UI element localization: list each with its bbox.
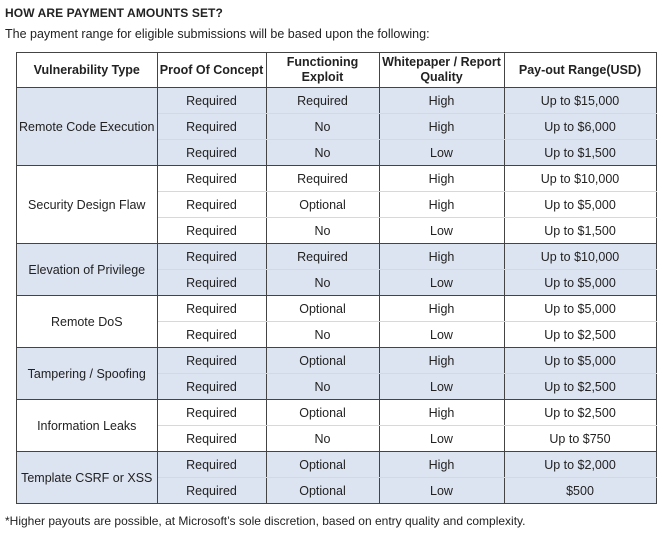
- report-quality-cell: Low: [379, 478, 504, 504]
- vulnerability-type-cell: Elevation of Privilege: [17, 244, 158, 296]
- payout-range-cell: Up to $2,500: [504, 322, 656, 348]
- proof-of-concept-cell: Required: [157, 140, 266, 166]
- report-quality-cell: Low: [379, 374, 504, 400]
- vulnerability-type-cell: Tampering / Spoofing: [17, 348, 158, 400]
- payout-range-cell: Up to $750: [504, 426, 656, 452]
- proof-of-concept-cell: Required: [157, 296, 266, 322]
- payout-range-cell: Up to $5,000: [504, 192, 656, 218]
- functioning-exploit-cell: Optional: [266, 348, 379, 374]
- proof-of-concept-cell: Required: [157, 244, 266, 270]
- report-quality-cell: Low: [379, 426, 504, 452]
- functioning-exploit-cell: Optional: [266, 400, 379, 426]
- proof-of-concept-cell: Required: [157, 374, 266, 400]
- header-functioning-exploit: Functioning Exploit: [266, 53, 379, 88]
- payout-range-cell: $500: [504, 478, 656, 504]
- report-quality-cell: High: [379, 192, 504, 218]
- proof-of-concept-cell: Required: [157, 270, 266, 296]
- table-row: [17, 348, 657, 374]
- payout-range-cell: Up to $5,000: [504, 270, 656, 296]
- report-quality-cell: Low: [379, 140, 504, 166]
- proof-of-concept-cell: Required: [157, 88, 266, 114]
- intro-text: The payment range for eligible submissions will be based upon the following:: [5, 27, 430, 41]
- functioning-exploit-cell: Required: [266, 88, 379, 114]
- functioning-exploit-cell: No: [266, 426, 379, 452]
- table-row: [17, 166, 657, 192]
- proof-of-concept-cell: Required: [157, 218, 266, 244]
- header-payout-range: Pay-out Range(USD): [504, 53, 656, 88]
- payout-range-cell: Up to $5,000: [504, 296, 656, 322]
- section-heading: HOW ARE PAYMENT AMOUNTS SET?: [5, 6, 223, 20]
- payout-range-cell: Up to $2,500: [504, 400, 656, 426]
- table-row: [17, 452, 657, 478]
- vulnerability-type-cell: Remote Code Execution: [17, 88, 158, 166]
- payment-table-body: [17, 88, 657, 504]
- report-quality-cell: Low: [379, 322, 504, 348]
- functioning-exploit-cell: Required: [266, 244, 379, 270]
- proof-of-concept-cell: Required: [157, 452, 266, 478]
- proof-of-concept-cell: Required: [157, 400, 266, 426]
- table-row: [17, 88, 657, 114]
- proof-of-concept-cell: Required: [157, 322, 266, 348]
- payout-range-cell: Up to $2,500: [504, 374, 656, 400]
- payout-range-cell: Up to $10,000: [504, 244, 656, 270]
- report-quality-cell: Low: [379, 270, 504, 296]
- payout-range-cell: Up to $1,500: [504, 218, 656, 244]
- functioning-exploit-cell: No: [266, 270, 379, 296]
- functioning-exploit-cell: No: [266, 140, 379, 166]
- report-quality-cell: High: [379, 296, 504, 322]
- report-quality-cell: High: [379, 88, 504, 114]
- report-quality-cell: High: [379, 244, 504, 270]
- functioning-exploit-cell: No: [266, 374, 379, 400]
- functioning-exploit-cell: Optional: [266, 192, 379, 218]
- report-quality-cell: Low: [379, 218, 504, 244]
- payout-range-cell: Up to $2,000: [504, 452, 656, 478]
- functioning-exploit-cell: No: [266, 114, 379, 140]
- report-quality-cell: High: [379, 400, 504, 426]
- payment-table-header: [17, 53, 657, 88]
- payout-range-cell: Up to $6,000: [504, 114, 656, 140]
- functioning-exploit-cell: Required: [266, 166, 379, 192]
- functioning-exploit-cell: Optional: [266, 296, 379, 322]
- proof-of-concept-cell: Required: [157, 192, 266, 218]
- report-quality-cell: High: [379, 452, 504, 478]
- header-proof-of-concept: Proof Of Concept: [157, 53, 266, 88]
- proof-of-concept-cell: Required: [157, 166, 266, 192]
- vulnerability-type-cell: Template CSRF or XSS: [17, 452, 158, 504]
- table-row: [17, 296, 657, 322]
- payment-table: [16, 52, 657, 504]
- header-vulnerability-type: Vulnerability Type: [17, 53, 158, 88]
- proof-of-concept-cell: Required: [157, 348, 266, 374]
- payout-range-cell: Up to $15,000: [504, 88, 656, 114]
- proof-of-concept-cell: Required: [157, 426, 266, 452]
- header-row: [17, 53, 657, 88]
- payout-range-cell: Up to $10,000: [504, 166, 656, 192]
- footnote: *Higher payouts are possible, at Microsoft’s sole discretion, based on entry quality and complexity.: [5, 514, 526, 528]
- vulnerability-type-cell: Security Design Flaw: [17, 166, 158, 244]
- vulnerability-type-cell: Information Leaks: [17, 400, 158, 452]
- report-quality-cell: High: [379, 166, 504, 192]
- vulnerability-type-cell: Remote DoS: [17, 296, 158, 348]
- table-row: [17, 400, 657, 426]
- functioning-exploit-cell: No: [266, 218, 379, 244]
- proof-of-concept-cell: Required: [157, 114, 266, 140]
- table-row: [17, 244, 657, 270]
- payout-range-cell: Up to $1,500: [504, 140, 656, 166]
- functioning-exploit-cell: No: [266, 322, 379, 348]
- functioning-exploit-cell: Optional: [266, 452, 379, 478]
- report-quality-cell: High: [379, 114, 504, 140]
- payout-range-cell: Up to $5,000: [504, 348, 656, 374]
- proof-of-concept-cell: Required: [157, 478, 266, 504]
- header-report-quality: Whitepaper / Report Quality: [379, 53, 504, 88]
- report-quality-cell: High: [379, 348, 504, 374]
- functioning-exploit-cell: Optional: [266, 478, 379, 504]
